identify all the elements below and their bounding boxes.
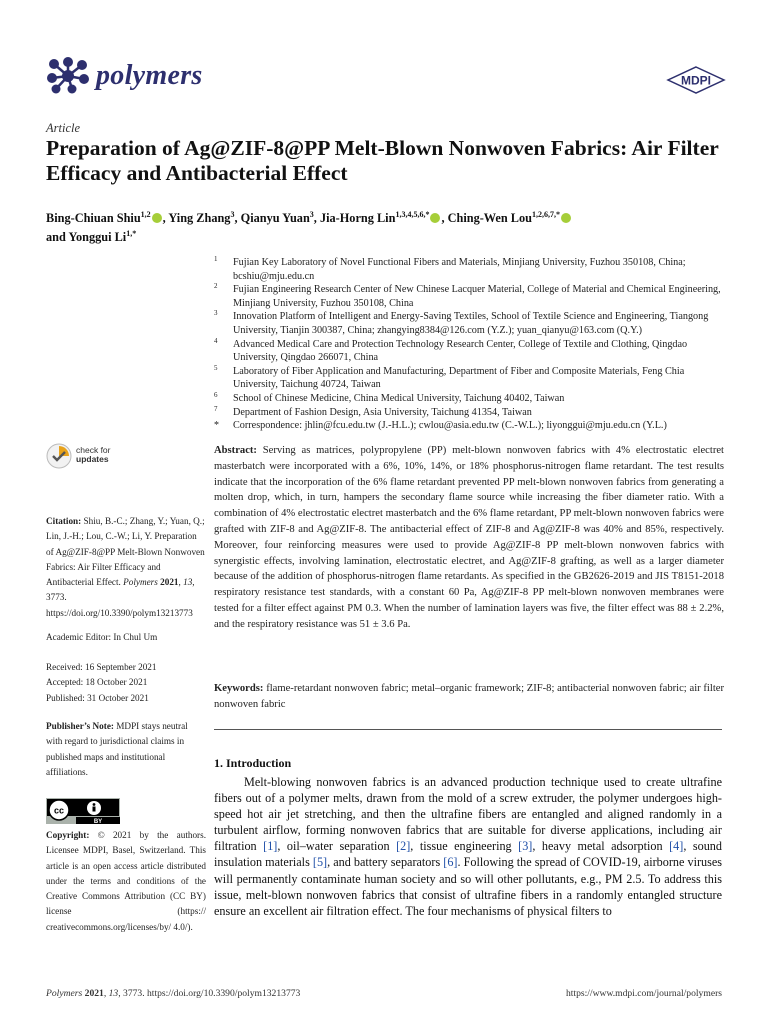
- author-affiliation-marker: 1,2,6,7,*: [532, 210, 560, 219]
- reference-link[interactable]: [6]: [443, 855, 458, 870]
- affiliation-text: Laboratory of Fiber Application and Manufacturing, Department of Fiber and Composite Materials, Feng Chia University, Taichung 40724, Taiwan: [233, 365, 685, 391]
- author-name[interactable]: and Yonggui Li: [46, 230, 127, 244]
- reference-link[interactable]: [5]: [312, 855, 328, 870]
- citation-label: Citation:: [46, 516, 82, 526]
- affiliation-number: 7: [214, 404, 218, 413]
- keywords-text: flame-retardant nonwoven fabric; metal–organic framework; ZIF-8; antibacterial nonwoven fabric; air filter nonwoven fabric: [214, 683, 724, 710]
- check-line-1: check for: [76, 445, 111, 455]
- reference-link[interactable]: [3]: [518, 839, 533, 854]
- author-affiliation-marker: 3: [309, 210, 314, 219]
- publisher-note: [46, 719, 206, 780]
- affiliation-number: 1: [214, 255, 218, 263]
- affiliation-item: [214, 392, 729, 406]
- check-for-updates[interactable]: [46, 443, 166, 471]
- intro-paragraph: [214, 774, 722, 919]
- author-separator: ,: [234, 211, 241, 225]
- author-separator: ,: [162, 211, 169, 225]
- footer-journal-url[interactable]: https://www.mdpi.com/journal/polymers: [565, 988, 722, 999]
- abstract-text: Serving as matrices, polypropylene (PP) melt-blown nonwoven fabrics with 4% electrostatic electret masterbatch were incorporated with a 6%, 10%, 14%, or 18% phosphorus-nitrogen flame retardant. The test results indicate that the incorporation of the 6% flame retardant prevented PP melt-blown nonwoven fabrics from generating a molten drop, which, in turn, hampers the secondary flame source while increasing the fiber diameter ratio. With a combination of 4% electrostatic electret masterbatch and the 6% flame retardant, PP melt-blown nonwoven fabrics were grafted with ZIF-8 and Ag@ZIF-8. The antibacterial effect of ZIF-8 and Ag@ZIF-8 was 40% and 85%, respectively. Moreover, four reinforcing measures were used to provide Ag@ZIF-8 PP melt-blown nonwoven fabrics with synergistic effects, involving lamination, electrostatic electret, and Ag@ZIF-8 grafting, as well as a larger diameter because of the addition of phosphorus-nitrogen flame retardants. As specified in the GB2626-2019 and JIS T8151-2018 respiratory resistance test standards, with a constant 60 Pa, Ag@ZIF-8 PP melt-blown nonwoven membranes were tested for a filter effect against PM 0.3. When the number of lamination layers was five, the filter effect was 88 ± 2.2%, and the respiratory resistance was 51 ± 3.6 Pa.: [214, 445, 724, 630]
- affiliation-text: Fujian Key Laboratory of Novel Functional Fibers and Materials, Minjiang University, Fuzhou 350108, China; bcshiu@mju.edu.cn: [233, 257, 686, 282]
- journal-name: polymers: [96, 60, 203, 91]
- polymers-logo-icon: [46, 56, 90, 94]
- orcid-icon[interactable]: [152, 213, 162, 223]
- affiliations: [214, 256, 729, 433]
- affiliation-number: 4: [214, 336, 218, 345]
- affiliation-item: [214, 406, 729, 420]
- affiliation-text: Innovation Platform of Intelligent and Energy-Saving Textiles, School of Textile Science and Engineering, Tiangong University, Tianjin 300387, China; zhangying8384@126.com (Y.Z.); yuan_qianyu@163.com (Q.Y.): [233, 311, 709, 336]
- received-date: Received: 16 September 2021: [46, 662, 157, 672]
- check-line-2: updates: [76, 454, 109, 464]
- author-separator: ,: [313, 211, 320, 225]
- affiliation-item: [214, 310, 729, 337]
- intro-text-5: , sound insulation materials: [214, 839, 722, 870]
- intro-text-2: , oil–water separation: [277, 839, 397, 854]
- intro-text-3: , tissue engineering: [410, 839, 519, 854]
- publisher-note-text: MDPI stays neutral with regard to jurisdictional claims in published maps and institutional affiliations.: [46, 721, 188, 777]
- svg-text:BY: BY: [93, 819, 103, 824]
- affiliation-number: 6: [214, 390, 218, 399]
- publisher-note-label: Publisher’s Note:: [46, 721, 114, 731]
- citation-text: Shiu, B.-C.; Zhang, Y.; Yuan, Q.; Lin, J.-H.; Lou, C.-W.; Li, Y. Preparation of Ag@ZIF-8@PP Melt-Blown Nonwoven Fabrics: Air Filter Efficacy and Antibacterial Effect.: [46, 516, 205, 588]
- author-name[interactable]: Jia-Horng Lin: [319, 211, 396, 225]
- journal-header: [46, 56, 726, 102]
- affiliation-text: Department of Fashion Design, Asia University, Taichung 41354, Taiwan: [233, 406, 532, 418]
- orcid-icon[interactable]: [561, 213, 571, 223]
- reference-link[interactable]: [2]: [396, 839, 411, 854]
- footer-year: 2021: [84, 988, 104, 999]
- author-name[interactable]: Ying Zhang: [168, 211, 231, 225]
- correspondence-text: Correspondence: jhlin@fcu.edu.tw (J.-H.L.); cwlou@asia.edu.tw (C.-W.L.); liyonggui@mju.edu.cn (Y.L.): [233, 420, 667, 432]
- published-date: Published: 31 October 2021: [46, 692, 149, 703]
- author-affiliation-marker: 1,2: [140, 210, 151, 219]
- author-name[interactable]: Ching-Wen Lou: [447, 211, 532, 225]
- intro-text-7: . Following the spread of COVID-19, airborne viruses will permanently contaminate human society and so will other pollutants, e.g., PM 2.5. To address this issue, melt-blown nonwoven fabrics that consist of ultrafine fibers in a randomly entangled structure ensure an excellent air filtration effect. The four mechanisms of physical filters to: [214, 855, 723, 918]
- correspondence-marker: *: [214, 420, 219, 432]
- affiliation-item: [214, 256, 729, 283]
- citation-year: 2021: [160, 577, 179, 588]
- author-name[interactable]: Bing-Chiuan Shiu: [46, 211, 141, 225]
- footer-doi[interactable]: , 3773. https://doi.org/10.3390/polym13213773: [118, 988, 301, 999]
- author-separator: ,: [441, 211, 448, 225]
- affiliation-item: [214, 365, 729, 392]
- keywords: [214, 681, 724, 713]
- affiliation-text: School of Chinese Medicine, China Medical University, Taichung 40402, Taiwan: [233, 392, 565, 404]
- affiliation-item: [214, 338, 729, 365]
- citation-block: Citation: Shiu, B.-C.; Zhang, Y.; Yuan, Q.; Lin, J.-H.; Lou, C.-W.; Li, Y. Preparation of Ag@ZIF-8@PP Melt-Blown Nonwoven Fabrics: Air Filter Efficacy and Antibacterial Effect. Polymers 2021, 13, 3773. https://doi.org/10.3390/polym13213773: [46, 516, 205, 618]
- correspondence: [214, 419, 729, 433]
- copyright: [46, 828, 206, 935]
- abstract-label: Abstract:: [214, 445, 257, 456]
- author-affiliation-marker: 1,*: [126, 229, 137, 238]
- mdpi-logo-icon: [666, 66, 726, 94]
- section-divider: [214, 729, 722, 730]
- footer-journal: Polymers: [46, 988, 83, 999]
- orcid-icon[interactable]: [430, 213, 440, 223]
- intro-text-6: , and battery separators: [327, 855, 444, 870]
- cc-by-license-icon[interactable]: [46, 798, 120, 824]
- reference-link[interactable]: [1]: [263, 839, 278, 854]
- affiliation-item: [214, 283, 729, 310]
- author-affiliation-marker: 1,3,4,5,6,*: [395, 210, 430, 219]
- copyright-text: © 2021 by the authors. Licensee MDPI, Basel, Switzerland. This article is an open access article distributed under the terms and conditions of the Creative Commons Attribution (CC BY) license (https:// creativecommons.org/licenses/by/ 4.0/).: [46, 830, 206, 932]
- citation-journal: Polymers: [123, 577, 158, 588]
- author-list: [46, 207, 736, 245]
- citation-volume: 13: [183, 577, 193, 588]
- section-heading: 1. Introduction: [214, 756, 292, 770]
- author-affiliation-marker: 3: [230, 210, 235, 219]
- accepted-date: Accepted: 18 October 2021: [46, 677, 148, 688]
- footer-citation: Polymers 2021, 13, 3773. https://doi.org/10.3390/polym13213773: [46, 988, 301, 999]
- affiliation-text: Fujian Engineering Research Center of New Chinese Lacquer Material, College of Material and Chemical Engineering, Minjiang University, Fuzhou 350108, China: [233, 284, 721, 309]
- check-for-updates-icon: [46, 443, 72, 469]
- affiliation-number: 2: [214, 282, 218, 291]
- affiliation-number: 5: [214, 363, 218, 372]
- affiliation-text: Advanced Medical Care and Protection Technology Research Center, College of Textile and Clothing, Qingdao University, Qingdao 266071, China: [233, 338, 688, 364]
- article-title: Preparation of Ag@ZIF-8@PP Melt-Blown Nonwoven Fabrics: Air Filter Efficacy and Antibacterial Effect: [46, 136, 719, 185]
- affiliation-number: 3: [214, 309, 218, 318]
- intro-text-4: , heavy metal adsorption: [532, 839, 670, 854]
- dates: [46, 660, 206, 706]
- mdpi-logo-text: MDPI: [681, 73, 711, 88]
- citation-doi[interactable]: , 3773. https://doi.org/10.3390/polym13213773: [46, 577, 195, 618]
- reference-link[interactable]: [4]: [669, 839, 684, 854]
- academic-editor: Academic Editor: In Chul Um: [46, 632, 158, 642]
- intro-text-1: Melt-blowing nonwoven fabrics is an advanced production technique used to create ultrafine fibers out of a polymer melts, drawn from the mold of a screw extruder, the polymer undergoes high-speed hot air jet stretching, and then the ultrafine fibers are entangled and aligned randomly in a turbulent airflow, forming nonwoven fabrics that are suitable for diverse applications, including air filtration: [214, 775, 722, 854]
- keywords-label: Keywords:: [214, 683, 264, 694]
- footer-volume: 13: [108, 988, 119, 999]
- abstract: [214, 443, 724, 633]
- svg-text:cc: cc: [53, 805, 65, 816]
- article-type: Article: [46, 121, 81, 135]
- author-name[interactable]: Qianyu Yuan: [240, 211, 310, 225]
- copyright-label: Copyright:: [46, 830, 90, 840]
